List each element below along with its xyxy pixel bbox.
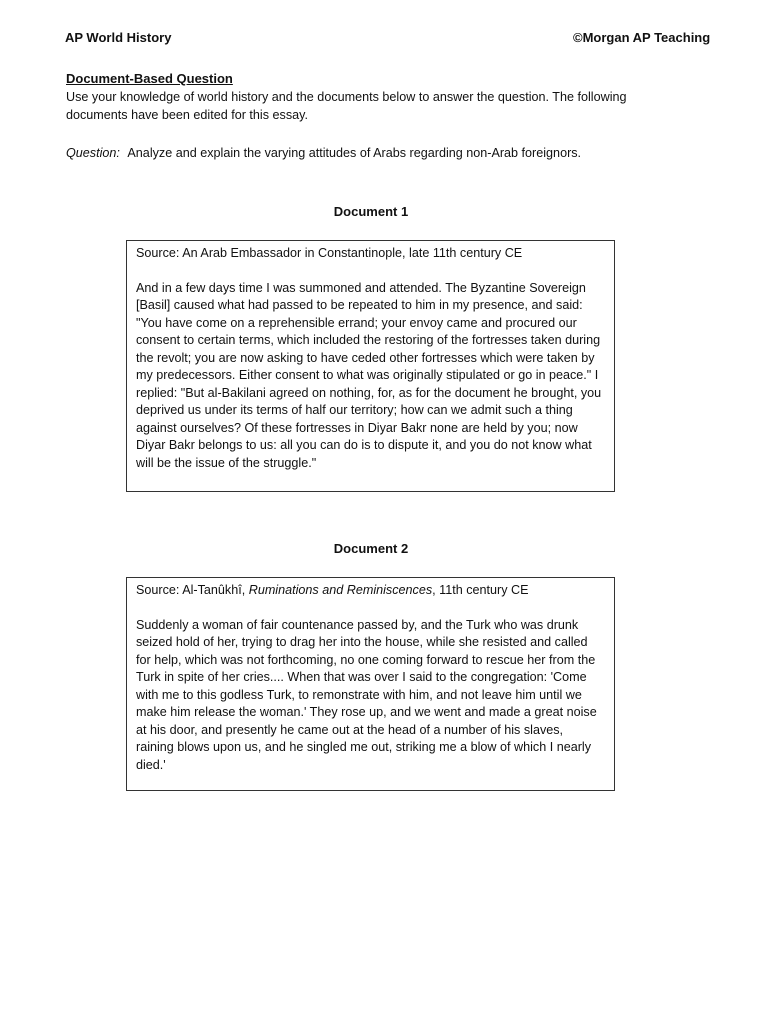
- document-2-source: [136, 582, 604, 600]
- dbq-title: Document-Based Question: [66, 71, 233, 86]
- document-2-source-suffix: , 11th century CE: [432, 583, 529, 597]
- question-label: Question:: [66, 146, 120, 160]
- document-1-source: Source: An Arab Embassador in Constantinople, late 11th century CE: [136, 246, 523, 260]
- instructions-text: Use your knowledge of world history and the documents below to answer the question. The following documents have been edited for this essay.: [66, 90, 627, 122]
- question-row: [66, 145, 686, 163]
- document-2-source-title: Ruminations and Reminiscences: [248, 583, 433, 597]
- document-2-source-prefix: Source: Al-Tanûkhî,: [136, 583, 249, 597]
- course-title: AP World History: [65, 30, 172, 45]
- document-1-heading: Document 1: [333, 204, 409, 219]
- document-1-box: [126, 240, 615, 492]
- document-2-body: Suddenly a woman of fair countenance passed by, and the Turk who was drunk seized hold of her, trying to drag her into the house, while she resisted and called for help, which was not forthcoming, no one coming forward to rescue her from the Turk in spite of her cries.... When that was over I said to the congregation: 'Come with me to this godless Turk, to remonstrate with him, and not leave him until we make him release the woman.' They rose up, and we went and made a great noise at his door, and presently he came out at the head of a number of his slaves, raining blows upon us, and he singled me out, striking me a blow of which I nearly died.': [136, 617, 597, 772]
- document-2-heading: Document 2: [333, 541, 409, 556]
- document-1-body: And in a few days time I was summoned and attended. The Byzantine Sovereign [Basil] caused what had passed to be repeated to him in my presence, and said: "You have come on a reprehensible errand; your envoy came and procured our consent to certain terms, which included the restoring of the fortresses taken during the revolt; you are now asking to have ceded other fortresses which were taken by my predecessors. Either consent to what was originally stipulated or go in peace." I replied: "But al-Bakilani agreed on nothing, for, as for the document he brought, you deprived us under its terms of half our territory; how can we admit such a thing against ourselves? Of these fortresses in Diyar Bakr none are held by you; now Diyar Bakr belongs to us: all you can do is to dispute it, and you do not know what will be the issue of the struggle.": [136, 280, 602, 470]
- author-credit: ©Morgan AP Teaching: [573, 30, 711, 45]
- question-text: Analyze and explain the varying attitudes of Arabs regarding non-Arab foreignors.: [127, 146, 582, 160]
- document-2-box: [126, 577, 615, 791]
